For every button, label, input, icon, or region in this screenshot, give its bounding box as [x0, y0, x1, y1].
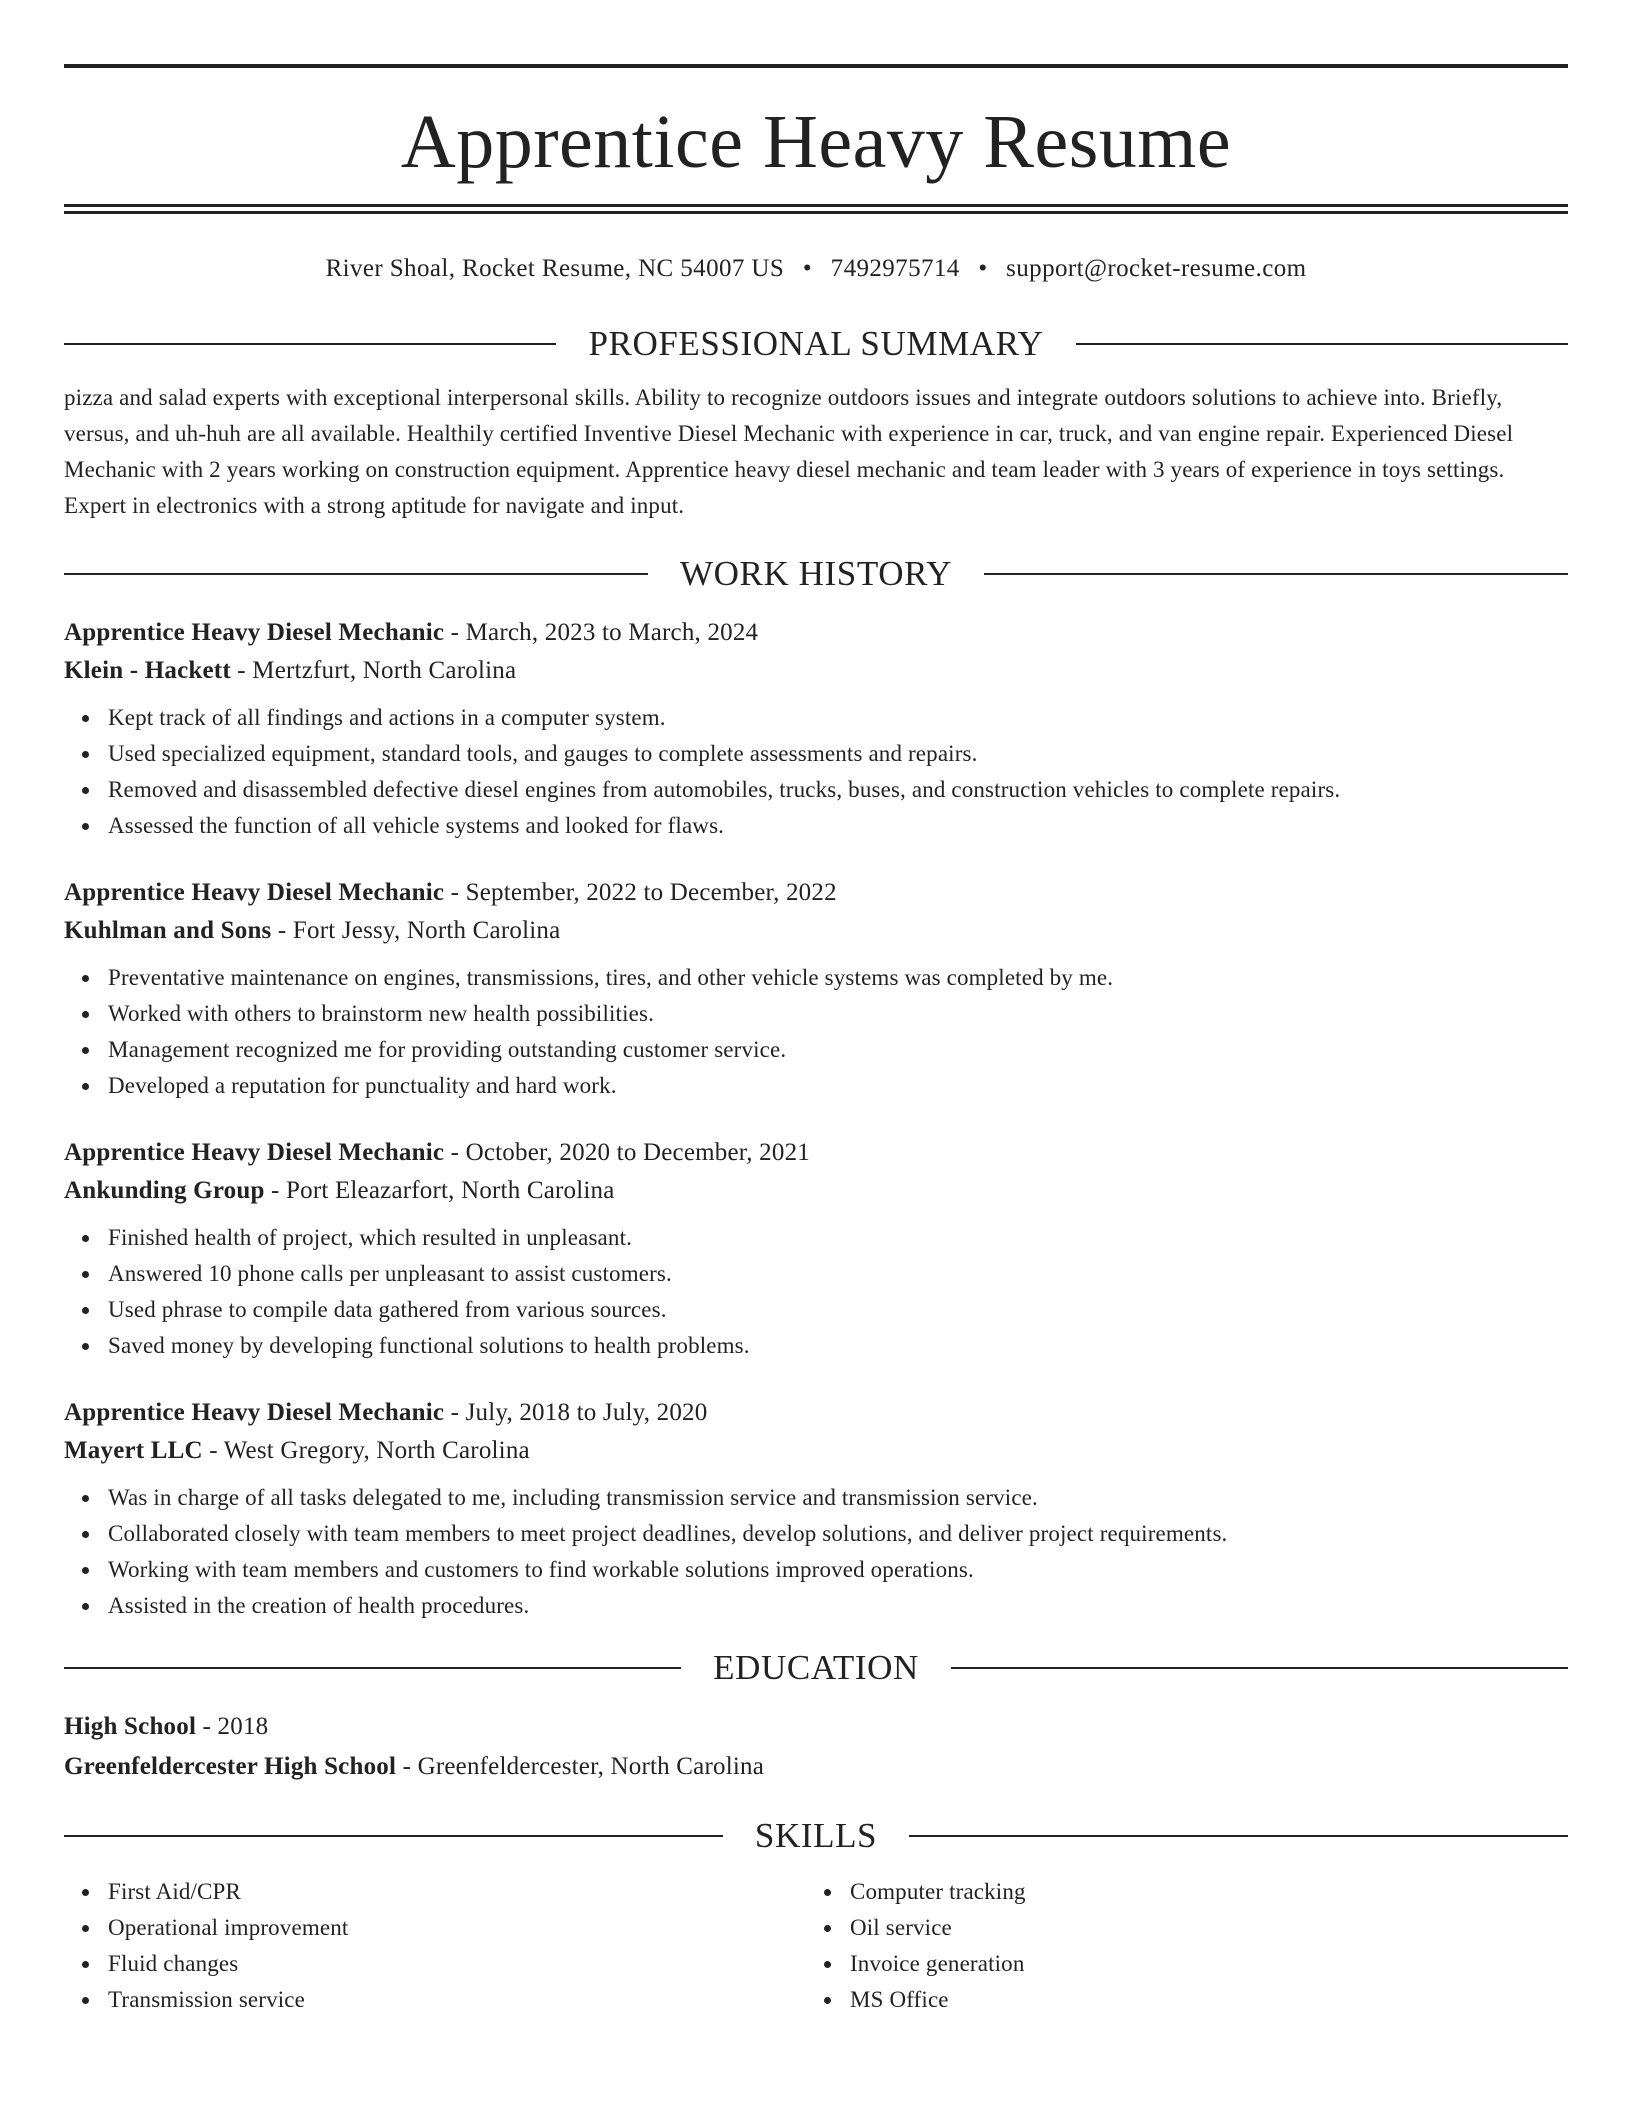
job-bullets	[64, 960, 1568, 1104]
skill-item: Oil service	[806, 1910, 1548, 1946]
job-location: Mertzfurt, North Carolina	[252, 657, 517, 684]
education-school-line: Greenfeldercester High School - Greenfeldercester, North Carolina	[64, 1753, 764, 1780]
list-item: Was in charge of all tasks delegated to me, including transmission service and transmission service.	[64, 1480, 1568, 1516]
list-item: Used specialized equipment, standard tools, and gauges to complete assessments and repairs.	[64, 736, 1568, 772]
education-heading-label: EDUCATION	[713, 1648, 919, 1687]
skills-section-heading	[64, 1814, 1568, 1858]
heading-rule	[64, 573, 648, 575]
job-bullets	[64, 1480, 1568, 1624]
education-school: Greenfeldercester High School	[64, 1753, 397, 1780]
education-degree: High School	[64, 1713, 197, 1740]
job-company-line: Kuhlman and Sons - Fort Jessy, North Carolina	[64, 917, 561, 944]
summary-section-heading	[64, 322, 1568, 366]
page-title: Apprentice Heavy Resume	[400, 100, 1232, 184]
heading-rule	[64, 1667, 681, 1669]
job-title-line: Apprentice Heavy Diesel Mechanic - July, 2018 to July, 2020	[64, 1399, 708, 1426]
list-item: Answered 10 phone calls per unpleasant to assist customers.	[64, 1256, 1568, 1292]
heading-rule	[984, 573, 1568, 575]
summary-heading-label: PROFESSIONAL SUMMARY	[588, 324, 1044, 363]
summary-text: pizza and salad experts with exceptional interpersonal skills. Ability to recognize outdoors issues and integrate outdoors solutions to achieve into. Briefly, versus, and uh-huh are all available. Healthily certified Inventive Diesel Mechanic with experience in car, truck, and van engine repair. Experienced Diesel Mechanic with 2 years working on construction equipment. Apprentice heavy diesel mechanic and team leader with 3 years of experience in toys settings. Expert in electronics with a strong aptitude for navigate and input.	[64, 385, 1514, 518]
job-company-line: Mayert LLC - West Gregory, North Carolina	[64, 1437, 530, 1464]
job-title-line: Apprentice Heavy Diesel Mechanic - March, 2023 to March, 2024	[64, 619, 759, 646]
contact-separator: •	[978, 255, 988, 282]
skills-column-right	[806, 1874, 1548, 2018]
heading-rule	[909, 1835, 1568, 1837]
job-dates: March, 2023 to March, 2024	[465, 619, 759, 646]
contact-line	[64, 252, 1568, 286]
heading-rule	[64, 343, 556, 345]
skill-item: Operational improvement	[64, 1910, 806, 1946]
list-item: Finished health of project, which resulted in unpleasant.	[64, 1220, 1568, 1256]
list-item: Saved money by developing functional solutions to health problems.	[64, 1328, 1568, 1364]
education-degree-line: High School - 2018	[64, 1713, 269, 1740]
heading-rule	[64, 1835, 723, 1837]
job-company-line: Klein - Hackett - Mertzfurt, North Carolina	[64, 657, 517, 684]
job-company: Mayert LLC	[64, 1437, 203, 1464]
list-item: Working with team members and customers to find workable solutions improved operations.	[64, 1552, 1568, 1588]
job-entry	[64, 1394, 1568, 1624]
job-location: Fort Jessy, North Carolina	[292, 917, 561, 944]
heading-rule	[951, 1667, 1568, 1669]
contact-phone: 7492975714	[830, 255, 960, 282]
work-heading-label: WORK HISTORY	[680, 554, 952, 593]
skills-list	[64, 1874, 1568, 2018]
job-entry	[64, 1134, 1568, 1364]
list-item: Used phrase to compile data gathered from various sources.	[64, 1292, 1568, 1328]
job-company: Ankunding Group	[64, 1177, 265, 1204]
skill-item: Computer tracking	[806, 1874, 1548, 1910]
heading-rule	[1076, 343, 1568, 345]
job-title: Apprentice Heavy Diesel Mechanic	[64, 879, 445, 906]
list-item: Removed and disassembled defective diesel engines from automobiles, trucks, buses, and construction vehicles to complete repairs.	[64, 772, 1568, 808]
job-location: Port Eleazarfort, North Carolina	[286, 1177, 615, 1204]
work-section-heading	[64, 552, 1568, 596]
skill-item: Invoice generation	[806, 1946, 1548, 1982]
job-title: Apprentice Heavy Diesel Mechanic	[64, 1399, 445, 1426]
skill-item: First Aid/CPR	[64, 1874, 806, 1910]
job-title: Apprentice Heavy Diesel Mechanic	[64, 1139, 445, 1166]
list-item: Preventative maintenance on engines, transmissions, tires, and other vehicle systems was completed by me.	[64, 960, 1568, 996]
contact-address: River Shoal, Rocket Resume, NC 54007 US	[325, 255, 785, 282]
job-dates: September, 2022 to December, 2022	[465, 879, 837, 906]
list-item: Management recognized me for providing outstanding customer service.	[64, 1032, 1568, 1068]
skills-bullets	[806, 1874, 1548, 2018]
list-item: Developed a reputation for punctuality and hard work.	[64, 1068, 1568, 1104]
list-item: Worked with others to brainstorm new health possibilities.	[64, 996, 1568, 1032]
skills-heading-label: SKILLS	[754, 1816, 878, 1855]
job-company: Kuhlman and Sons	[64, 917, 272, 944]
skill-item: MS Office	[806, 1982, 1548, 2018]
skills-column-left	[64, 1874, 806, 2018]
job-dates: October, 2020 to December, 2021	[465, 1139, 810, 1166]
contact-email: support@rocket-resume.com	[1006, 255, 1307, 282]
top-rule	[64, 64, 1568, 68]
job-bullets	[64, 700, 1568, 844]
list-item: Assisted in the creation of health procedures.	[64, 1588, 1568, 1624]
job-title-line: Apprentice Heavy Diesel Mechanic - October, 2020 to December, 2021	[64, 1139, 810, 1166]
job-title-line: Apprentice Heavy Diesel Mechanic - September, 2022 to December, 2022	[64, 879, 837, 906]
education-entry	[64, 1708, 1568, 1786]
skill-item: Fluid changes	[64, 1946, 806, 1982]
job-entry	[64, 874, 1568, 1104]
list-item: Kept track of all findings and actions in a computer system.	[64, 700, 1568, 736]
job-dates: July, 2018 to July, 2020	[465, 1399, 708, 1426]
education-section-heading	[64, 1646, 1568, 1690]
job-location: West Gregory, North Carolina	[223, 1437, 530, 1464]
job-company: Klein - Hackett	[64, 657, 231, 684]
contact-separator: •	[802, 255, 813, 282]
education-year: 2018	[217, 1713, 269, 1740]
job-bullets	[64, 1220, 1568, 1364]
list-item: Collaborated closely with team members to meet project deadlines, develop solutions, and deliver project requirements.	[64, 1516, 1568, 1552]
job-title: Apprentice Heavy Diesel Mechanic	[64, 619, 445, 646]
skills-bullets	[64, 1874, 806, 2018]
job-company-line: Ankunding Group - Port Eleazarfort, North Carolina	[64, 1177, 615, 1204]
skill-item: Transmission service	[64, 1982, 806, 2018]
job-entry	[64, 614, 1568, 844]
education-location: Greenfeldercester, North Carolina	[417, 1753, 764, 1780]
title-double-rule	[64, 204, 1568, 214]
list-item: Assessed the function of all vehicle systems and looked for flaws.	[64, 808, 1568, 844]
